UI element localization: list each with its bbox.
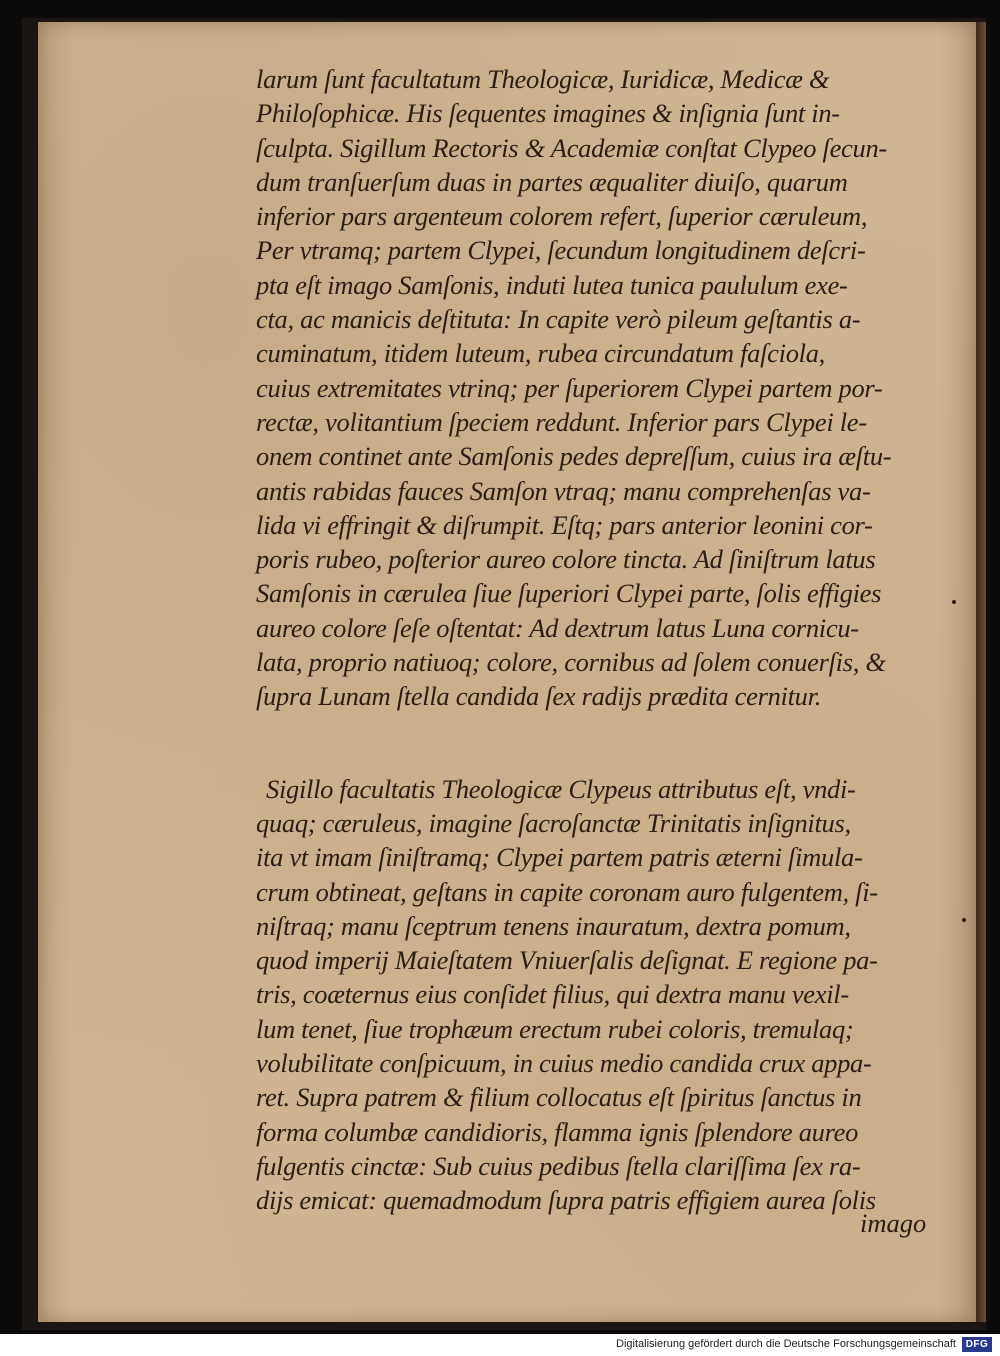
text-line: poris rubeo, poſterior aureo colore tincta. Ad ſiniſtrum latus <box>256 544 876 575</box>
text-line: inferior pars argenteum colorem refert, ſuperior cæruleum, <box>256 201 868 232</box>
text-line: tris, coæternus eius conſidet filius, qui dextra manu vexil- <box>256 979 849 1010</box>
text-line: niſtraq; manu ſceptrum tenens inauratum, dextra pomum, <box>256 910 851 941</box>
text-line: antis rabidas fauces Samſon vtraq; manu comprehenſas va- <box>256 475 871 506</box>
text-line: cuius extremitates vtrinq; per ſuperiorem Clypei partem por- <box>256 372 883 403</box>
text-line: larum ſunt facultatum Theologicæ, Iuridicæ, Medicæ & <box>256 64 830 94</box>
text-line: cuminatum, itidem luteum, rubea circundatum faſciola, <box>256 338 825 369</box>
dfg-logo: DFG <box>962 1337 992 1352</box>
text-line: ſupra Lunam ſtella candida ſex radijs prædita cernitur. <box>256 681 822 712</box>
text-line: rectæ, volitantium ſpeciem reddunt. Inferior pars Clypei le- <box>256 406 867 437</box>
margin-mark <box>962 918 966 922</box>
footer-credit: Digitalisierung gefördert durch die Deutsche Forschungsgemeinschaft <box>616 1338 956 1350</box>
margin-mark <box>952 600 956 604</box>
text-line: Philoſophicæ. His ſequentes imagines & inſignia ſunt in- <box>256 98 840 129</box>
paragraph-2 <box>256 772 946 1218</box>
text-line: dijs emicat: quemadmodum ſupra patris effigiem aurea ſolis <box>256 1185 876 1216</box>
text-line: Per vtramq; partem Clypei, ſecundum longitudinem deſcri- <box>256 235 866 266</box>
paragraph-gap <box>256 714 946 772</box>
paragraph-1 <box>256 62 946 714</box>
text-line: Samſonis in cærulea ſiue ſuperiori Clypei parte, ſolis effigies <box>256 578 882 609</box>
text-line: dum tranſuerſum duas in partes æqualiter diuiſo, quarum <box>256 166 848 197</box>
text-line: lata, proprio natiuoq; colore, cornibus ad ſolem conuerſis, & <box>256 647 886 678</box>
text-line: lida vi effringit & diſrumpit. Eſtq; pars anterior leonini cor- <box>256 509 873 540</box>
text-line: volubilitate conſpicuum, in cuius medio candida crux appa- <box>256 1048 872 1079</box>
text-line: cta, ac manicis deſtituta: In capite verò pileum geſtantis a- <box>256 304 861 335</box>
page-text <box>256 62 946 1218</box>
text-line: aureo colore ſeſe oſtentat: Ad dextrum latus Luna cornicu- <box>256 612 859 643</box>
page-edge <box>976 22 986 1322</box>
text-line: lum tenet, ſiue trophæum erectum rubei coloris, tremulaq; <box>256 1013 854 1044</box>
footer-bar <box>0 1334 1000 1356</box>
text-line: onem continet ante Samſonis pedes depreſſum, cuius ira æſtu- <box>256 441 892 472</box>
text-line: ſculpta. Sigillum Rectoris & Academiæ conſtat Clypeo ſecun- <box>256 132 887 163</box>
text-line: ret. Supra patrem & filium collocatus eſt ſpiritus ſanctus in <box>256 1082 862 1113</box>
catchword: imago <box>860 1208 927 1238</box>
text-line: quaq; cæruleus, imagine ſacroſanctæ Trinitatis inſignitus, <box>256 807 851 838</box>
text-line: quod imperij Maieſtatem Vniuerſalis deſignat. E regione pa- <box>256 945 878 976</box>
text-line: forma columbæ candidioris, flamma ignis ſplendore aureo <box>256 1116 859 1147</box>
text-line: Sigillo facultatis Theologicæ Clypeus attributus eſt, vndi- <box>266 773 856 804</box>
text-line: fulgentis cinctæ: Sub cuius pedibus ſtella clariſſima ſex ra- <box>256 1150 861 1181</box>
text-line: ita vt imam ſiniſtramq; Clypei partem patris æterni ſimula- <box>256 842 863 873</box>
text-line: pta eſt imago Samſonis, induti lutea tunica paululum exe- <box>256 269 848 300</box>
text-line: crum obtineat, geſtans in capite coronam auro fulgentem, ſi- <box>256 876 878 907</box>
